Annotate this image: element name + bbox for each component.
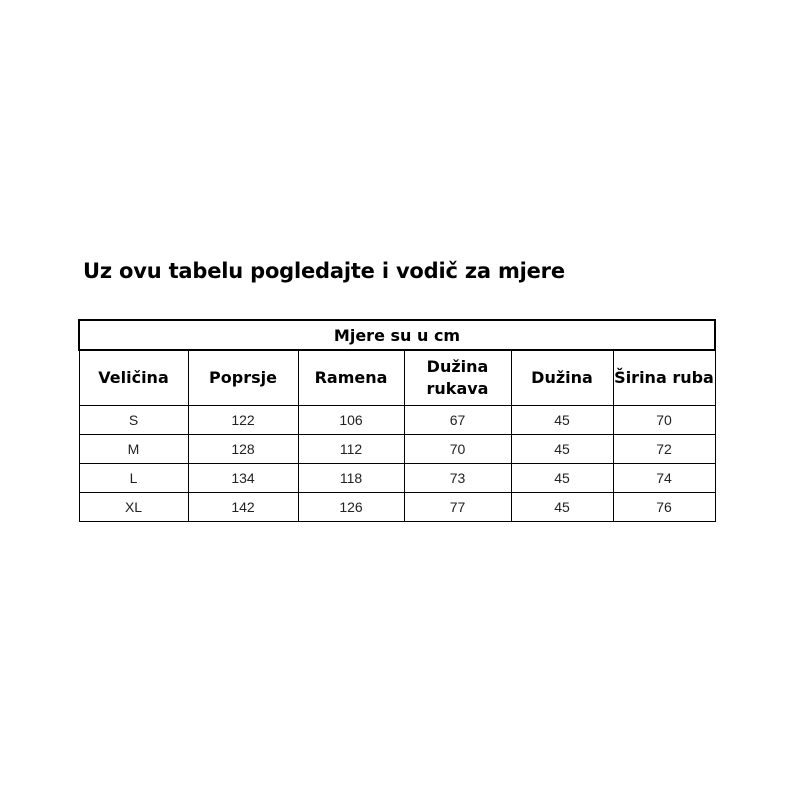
table-cell: 73 <box>404 464 511 493</box>
table-cell: XL <box>79 493 188 522</box>
column-header-hem-width: Širina ruba <box>613 350 715 406</box>
column-header-chest: Poprsje <box>188 350 298 406</box>
table-cell: 70 <box>404 435 511 464</box>
table-row <box>79 464 715 493</box>
table-cell: 77 <box>404 493 511 522</box>
table-cell: 128 <box>188 435 298 464</box>
table-cell: 72 <box>613 435 715 464</box>
size-table <box>78 319 716 522</box>
table-caption: Mjere su u cm <box>79 320 715 350</box>
table-cell: 45 <box>511 493 613 522</box>
header-row <box>79 350 715 406</box>
column-header-sleeve-length: Dužina rukava <box>404 350 511 406</box>
table-cell: 134 <box>188 464 298 493</box>
caption-row <box>79 320 715 350</box>
column-header-shoulders: Ramena <box>298 350 404 406</box>
table-cell: 74 <box>613 464 715 493</box>
table-row <box>79 435 715 464</box>
table-cell: 142 <box>188 493 298 522</box>
column-header-length: Dužina <box>511 350 613 406</box>
table-cell: S <box>79 406 188 435</box>
table-cell: 112 <box>298 435 404 464</box>
page-title: Uz ovu tabelu pogledajte i vodič za mjere <box>83 259 565 283</box>
table-cell: M <box>79 435 188 464</box>
table-cell: 106 <box>298 406 404 435</box>
table-cell: 45 <box>511 435 613 464</box>
table-cell: 70 <box>613 406 715 435</box>
table-row <box>79 406 715 435</box>
table-cell: L <box>79 464 188 493</box>
table-row <box>79 493 715 522</box>
table-cell: 126 <box>298 493 404 522</box>
column-header-size: Veličina <box>79 350 188 406</box>
table-cell: 45 <box>511 406 613 435</box>
table-cell: 67 <box>404 406 511 435</box>
table-cell: 118 <box>298 464 404 493</box>
table-cell: 76 <box>613 493 715 522</box>
table-cell: 122 <box>188 406 298 435</box>
table-cell: 45 <box>511 464 613 493</box>
